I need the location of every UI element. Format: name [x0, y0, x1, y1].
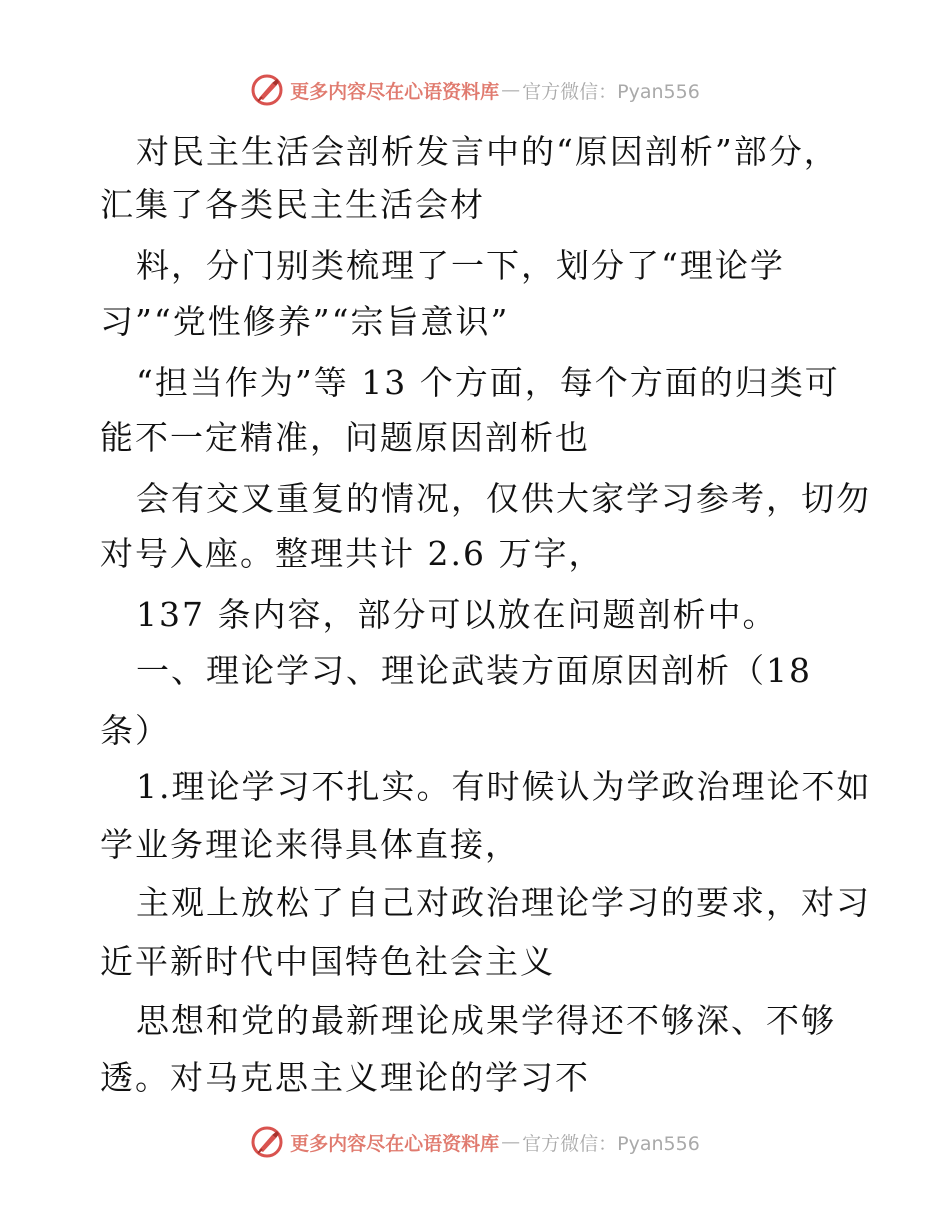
- text-line: 透。对马克思主义理论的学习不: [100, 1058, 590, 1097]
- text-line: 主观上放松了自己对政治理论学习的要求，对习: [136, 883, 871, 922]
- text-line: 学业务理论来得具体直接，: [100, 825, 520, 864]
- watermark-dash: —: [501, 79, 521, 101]
- header-watermark: [0, 70, 950, 110]
- text-line: 1.理论学习不扎实。有时候认为学政治理论不如: [136, 767, 872, 806]
- watermark-wechat-text: 官方微信：Pyan556: [522, 80, 700, 103]
- footer-watermark: [0, 1122, 950, 1162]
- text-line: 料，分门别类梳理了一下，划分了“理论学: [136, 246, 785, 285]
- text-line: 会有交叉重复的情况，仅供大家学习参考，切勿: [136, 479, 871, 518]
- text-line: 习”“党性修养”“宗旨意识”: [100, 302, 510, 341]
- watermark-wechat-text: 官方微信：Pyan556: [522, 1132, 700, 1155]
- text-line: 近平新时代中国特色社会主义: [100, 942, 555, 981]
- section-heading: 一、理论学习、理论武装方面原因剖析（18: [136, 651, 812, 690]
- watermark-main-text: 更多内容尽在心语资料库: [290, 80, 500, 103]
- text-line: 对号入座。整理共计 2.6 万字，: [100, 534, 604, 573]
- text-line: 能不一定精准，问题原因剖析也: [100, 418, 590, 457]
- text-line: 对民主生活会剖析发言中的“原因剖析”部分，: [136, 132, 839, 171]
- text-line: “担当作为”等 13 个方面，每个方面的归类可: [136, 363, 840, 402]
- text-line: 汇集了各类民主生活会材: [100, 185, 485, 224]
- section-heading-cont: 条）: [100, 711, 170, 750]
- text-line: 思想和党的最新理论成果学得还不够深、不够: [136, 1001, 836, 1040]
- watermark-dash: —: [501, 1131, 521, 1153]
- watermark-main-text: 更多内容尽在心语资料库: [290, 1132, 500, 1155]
- quill-pen-logo-icon: [250, 73, 284, 107]
- quill-pen-logo-icon: [250, 1125, 284, 1159]
- text-line: 137 条内容，部分可以放在问题剖析中。: [136, 595, 778, 634]
